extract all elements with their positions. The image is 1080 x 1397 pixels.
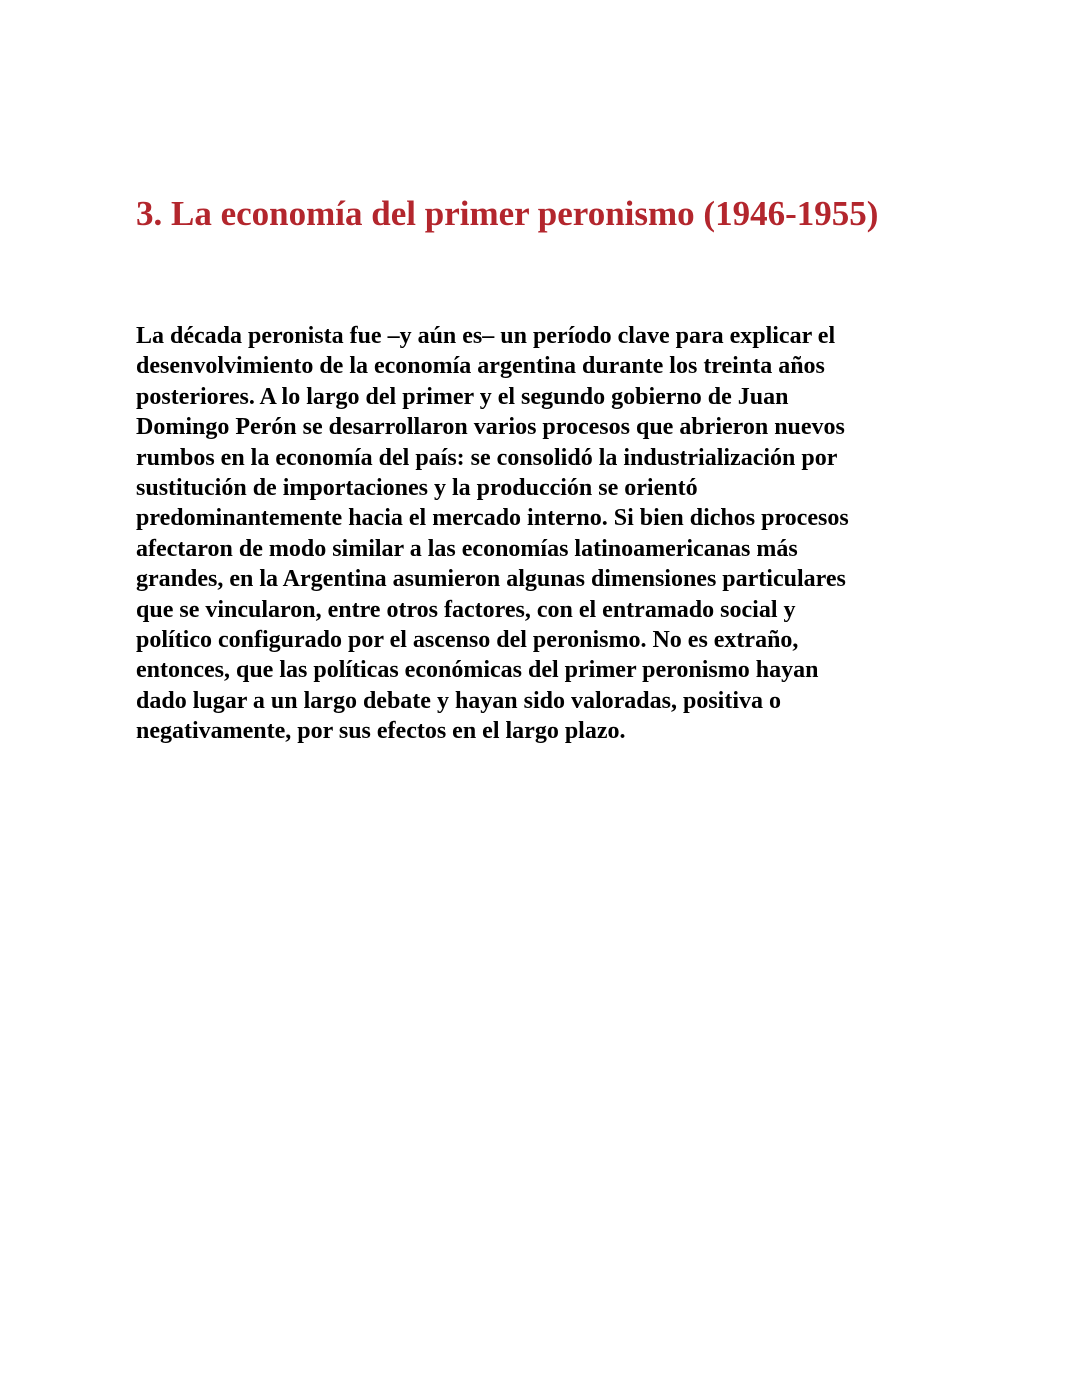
paragraph-line: Domingo Perón se desarrollaron varios procesos que abrieron nuevos xyxy=(136,414,845,441)
paragraph-line: sustitución de importaciones y la producción se orientó xyxy=(136,475,698,502)
section-heading: 3. La economía del primer peronismo (1946-1955) xyxy=(136,194,879,233)
paragraph-line: entonces, que las políticas económicas del primer peronismo hayan xyxy=(136,657,819,684)
paragraph-line: dado lugar a un largo debate y hayan sido valoradas, positiva o xyxy=(136,687,782,714)
paragraph-line: rumbos en la economía del país: se consolidó la industrialización por xyxy=(136,444,838,471)
paragraph-line: posteriores. A lo largo del primer y el segundo gobierno de Juan xyxy=(136,383,789,410)
paragraph-line: político configurado por el ascenso del peronismo. No es extraño, xyxy=(136,627,799,654)
paragraph-line: desenvolvimiento de la economía argentina durante los treinta años xyxy=(136,353,825,380)
paragraph-line: predominantemente hacia el mercado interno. Si bien dichos procesos xyxy=(136,505,849,532)
paragraph-line: grandes, en la Argentina asumieron algunas dimensiones particulares xyxy=(136,566,846,593)
body-paragraph xyxy=(136,321,849,747)
paragraph-line: La década peronista fue –y aún es– un período clave para explicar el xyxy=(136,323,836,349)
paragraph-line: negativamente, por sus efectos en el largo plazo. xyxy=(136,718,626,745)
paragraph-line: que se vincularon, entre otros factores, con el entramado social y xyxy=(136,596,796,623)
paragraph-line: afectaron de modo similar a las economías latinoamericanas más xyxy=(136,535,798,562)
